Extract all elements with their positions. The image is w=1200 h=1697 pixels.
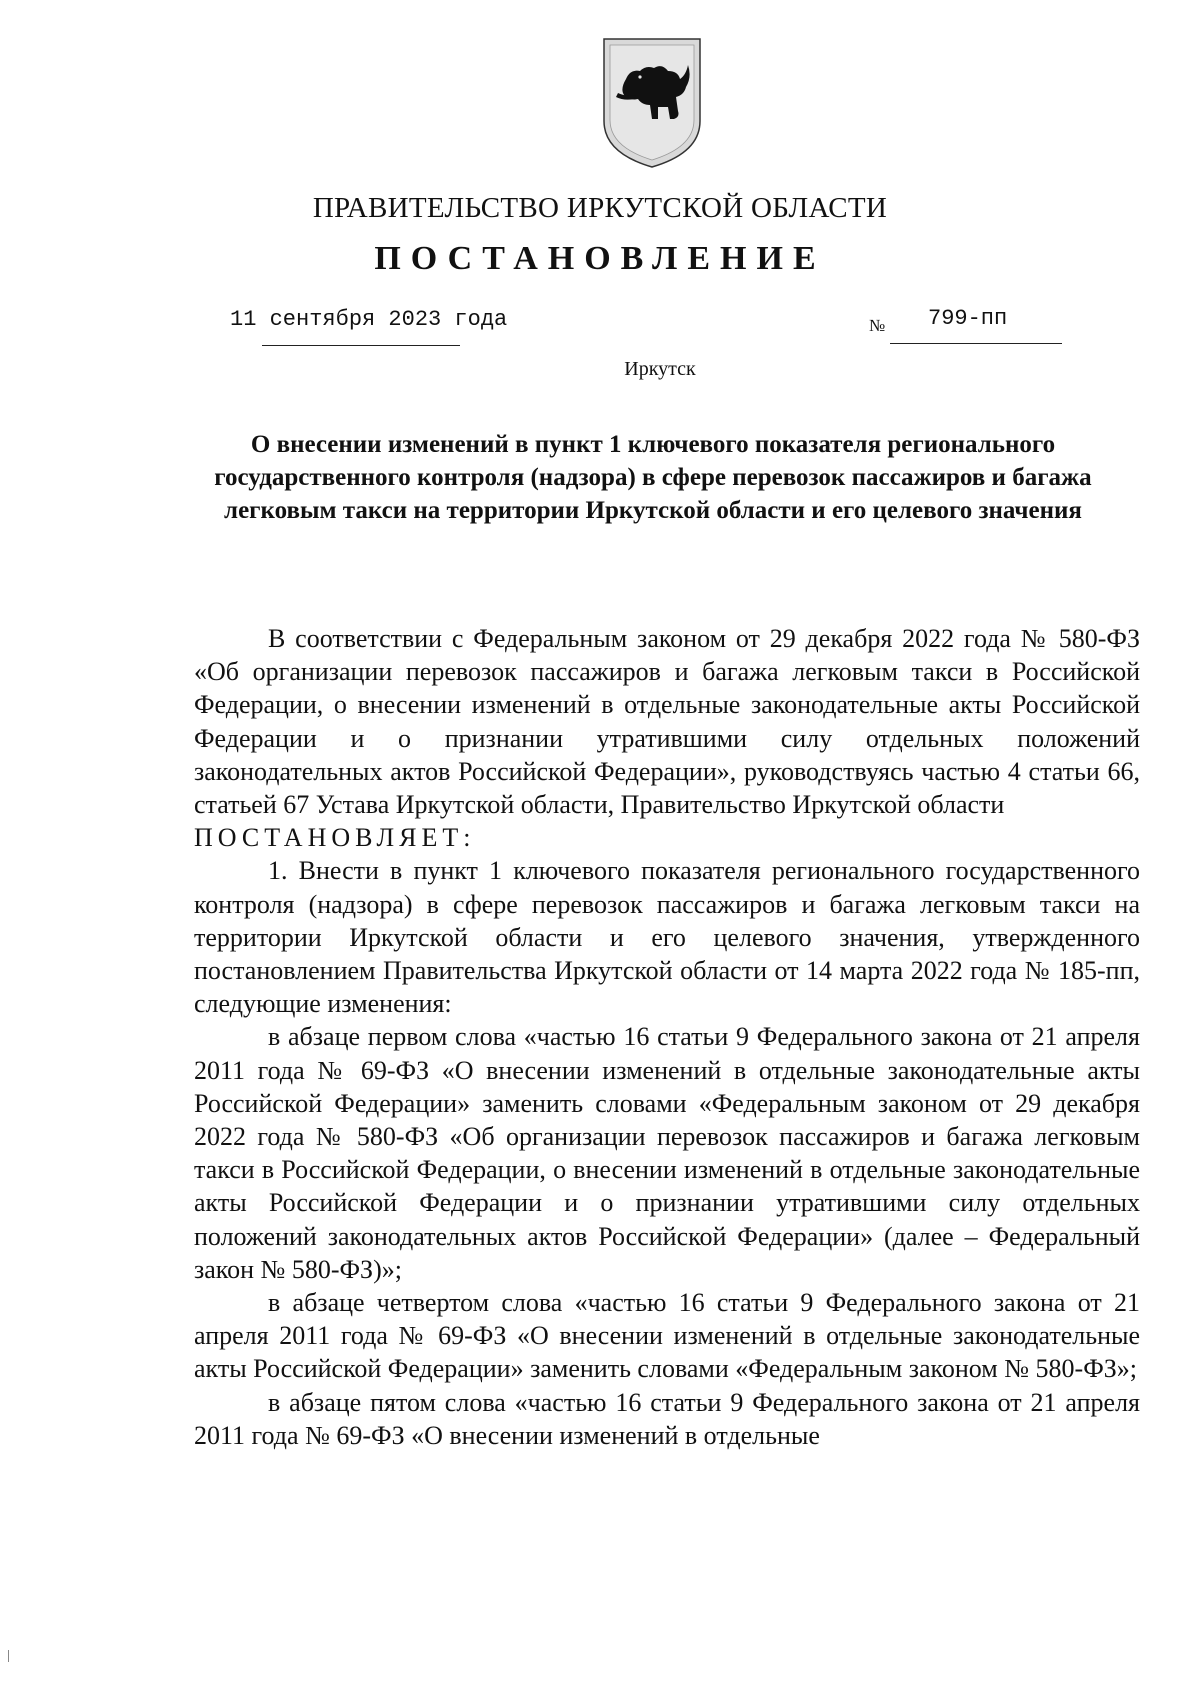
number-underline — [890, 343, 1062, 344]
coat-of-arms-emblem — [600, 35, 704, 171]
paragraph-fifth-change: в абзаце пятом слова «частью 16 статьи 9 Федерального закона от 21 апреля 2011 года № 69-ФЗ «О внесении изменений в отдельные — [194, 1387, 1140, 1450]
document-number: 799-пп — [928, 306, 1008, 331]
preamble-paragraph: В соответствии с Федеральным законом от 29 декабря 2022 года № 580-ФЗ «Об организации перевозок пассажиров и багажа легковым такси в Российской Федерации, о внесении изменений в отдельные законодательные акты Российской Федерации и о признании утратившими силу отдельных положений законодательных актов Российской Федерации», руководствуясь частью 4 статьи 66, статьей 67 Устава Иркутской области, Правительство Иркутской области — [194, 624, 1140, 820]
document-type: ПОСТАНОВЛЕНИЕ — [374, 240, 826, 277]
document-title: О внесении изменений в пункт 1 ключевого показателя регионального государственного контроля (надзора) в сфере перевозок пассажиров и багажа легковым такси на территории Иркутской области и его целевого значения — [214, 431, 1092, 524]
scan-artifact — [8, 1650, 9, 1662]
document-date: 11 сентября 2023 года — [230, 307, 508, 332]
paragraph-first-change: в абзаце первом слова «частью 16 статьи 9 Федерального закона от 21 апреля 2011 года № 69-ФЗ «О внесении изменений в отдельные законодательные акты Российской Федерации» заменить словами «Федеральным законом от 29 декабря 2022 года № 580-ФЗ «Об организации перевозок пассажиров и багажа легковым такси в Российской Федерации, о внесении изменений в отдельные законодательные акты Российской Федерации и о признании утратившими силу отдельных положений законодательных актов Российской Федерации» (далее – Федеральный закон № 580-ФЗ)»; — [194, 1022, 1140, 1284]
city-name: Иркутск — [624, 358, 696, 380]
document-body — [194, 622, 1140, 1452]
paragraph-fourth-change: в абзаце четвертом слова «частью 16 статьи 9 Федерального закона от 21 апреля 2011 года № 69-ФЗ «О внесении изменений в отдельные законодательные акты Российской Федерации» заменить словами «Федеральным законом № 580-ФЗ»; — [194, 1288, 1140, 1384]
date-underline — [262, 345, 460, 346]
number-sign: № — [869, 316, 886, 335]
resolves-heading: ПОСТАНОВЛЯЕТ: — [194, 823, 476, 853]
item-1-paragraph: 1. Внести в пункт 1 ключевого показателя регионального государственного контроля (надзора) в сфере перевозок пассажиров и багажа легковым такси на территории Иркутской области и его целевого значения, утвержденного постановлением Правительства Иркутской области от 14 марта 2022 года № 185-пп, следующие изменения: — [194, 856, 1140, 1019]
organization-name: ПРАВИТЕЛЬСТВО ИРКУТСКОЙ ОБЛАСТИ — [312, 192, 888, 224]
